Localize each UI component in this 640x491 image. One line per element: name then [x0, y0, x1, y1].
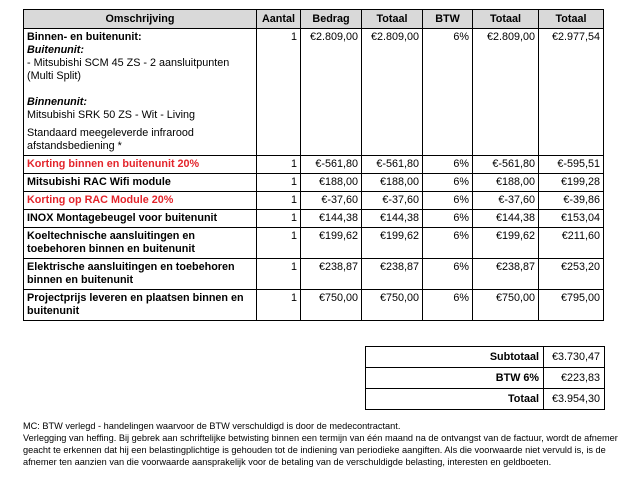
cell-aantal: 1 [257, 259, 301, 290]
header-aantal: Aantal [257, 10, 301, 29]
totals-label: BTW 6% [366, 368, 544, 389]
table-row-units [24, 29, 604, 156]
table-row [24, 156, 604, 174]
cell-totaal-incl: €199,28 [539, 174, 604, 192]
totals-row [366, 389, 605, 410]
cell-description: Projectprijs leveren en plaatsen binnen en buitenunit [24, 290, 257, 321]
cell-totaal: €-561,80 [362, 156, 423, 174]
cell-totaal-excl: €199,62 [473, 228, 539, 259]
cell-totaal-incl: €211,60 [539, 228, 604, 259]
cell-totaal-excl: €188,00 [473, 174, 539, 192]
cell-description: INOX Montagebeugel voor buitenunit [24, 210, 257, 228]
table-row [24, 192, 604, 210]
cell-totaal: €199,62 [362, 228, 423, 259]
cell-bedrag: €2.809,00 [301, 29, 362, 156]
cell-bedrag: €188,00 [301, 174, 362, 192]
cell-aantal: 1 [257, 156, 301, 174]
cell-totaal-incl: €153,04 [539, 210, 604, 228]
footer-line-1: MC: BTW verlegd - handelingen waarvoor de BTW verschuldigd is door de medecontractant. [23, 421, 401, 431]
footer-notes [23, 420, 618, 468]
cell-btw: 6% [423, 192, 473, 210]
table-row [24, 259, 604, 290]
cell-totaal-excl: €750,00 [473, 290, 539, 321]
cell-totaal-excl: €-561,80 [473, 156, 539, 174]
totals-row [366, 368, 605, 389]
indoor-heading: Binnenunit: [27, 96, 87, 108]
cell-bedrag: €199,62 [301, 228, 362, 259]
outdoor-heading: Buitenunit: [27, 44, 84, 56]
cell-aantal: 1 [257, 210, 301, 228]
footer-line-2: Verlegging van heffing. Bij gebrek aan schriftelijke betwisting binnen een termijn van één maand na de ontvangst van de factuur, wordt de afnemer geacht te erkennen dat hij een belastingplichtige is gehouden tot de indiening van periodieke aangiften. Als die voorwaarde niet vervuld is, is de afnemer ten aanzien van die voorwaarde aansprakelijk voor de betaling van de verschuldigde belasting, interesten en geldboeten. [23, 433, 618, 467]
note-line-1: Standaard meegeleverde infrarood [27, 127, 194, 139]
cell-totaal-incl: €253,20 [539, 259, 604, 290]
cell-totaal-incl: €795,00 [539, 290, 604, 321]
cell-totaal: €-37,60 [362, 192, 423, 210]
cell-description: Mitsubishi RAC Wifi module [24, 174, 257, 192]
header-omschrijving: Omschrijving [24, 10, 257, 29]
totals-table [365, 346, 605, 410]
header-totaal-incl: Totaal [539, 10, 604, 29]
cell-btw: 6% [423, 29, 473, 156]
outdoor-line-2: (Multi Split) [27, 70, 81, 82]
units-title: Binnen- en buitenunit: [27, 31, 142, 43]
cell-totaal-incl: €-595,51 [539, 156, 604, 174]
cell-bedrag: €144,38 [301, 210, 362, 228]
header-btw: BTW [423, 10, 473, 29]
cell-btw: 6% [423, 156, 473, 174]
table-row [24, 174, 604, 192]
header-bedrag: Bedrag [301, 10, 362, 29]
cell-description [24, 29, 257, 156]
cell-bedrag: €750,00 [301, 290, 362, 321]
totals-value: €223,83 [544, 368, 605, 389]
cell-totaal-incl: €-39,86 [539, 192, 604, 210]
cell-btw: 6% [423, 259, 473, 290]
cell-bedrag: €-561,80 [301, 156, 362, 174]
cell-btw: 6% [423, 290, 473, 321]
cell-bedrag: €-37,60 [301, 192, 362, 210]
cell-totaal: €188,00 [362, 174, 423, 192]
cell-description: Elektrische aansluitingen en toebehoren binnen en buitenunit [24, 259, 257, 290]
header-totaal: Totaal [362, 10, 423, 29]
totals-label: Subtotaal [366, 347, 544, 368]
indoor-line: Mitsubishi SRK 50 ZS - Wit - Living [27, 109, 195, 121]
cell-aantal: 1 [257, 174, 301, 192]
table-row [24, 210, 604, 228]
cell-totaal-excl: €-37,60 [473, 192, 539, 210]
cell-totaal: €750,00 [362, 290, 423, 321]
cell-totaal: €2.809,00 [362, 29, 423, 156]
cell-totaal: €144,38 [362, 210, 423, 228]
cell-aantal: 1 [257, 228, 301, 259]
invoice-table [23, 9, 604, 321]
cell-aantal: 1 [257, 29, 301, 156]
cell-totaal-excl: €144,38 [473, 210, 539, 228]
cell-totaal-excl: €238,87 [473, 259, 539, 290]
cell-btw: 6% [423, 210, 473, 228]
cell-totaal-excl: €2.809,00 [473, 29, 539, 156]
cell-aantal: 1 [257, 290, 301, 321]
cell-totaal-incl: €2.977,54 [539, 29, 604, 156]
totals-value: €3.730,47 [544, 347, 605, 368]
table-header-row [24, 10, 604, 29]
header-totaal-excl: Totaal [473, 10, 539, 29]
cell-bedrag: €238,87 [301, 259, 362, 290]
table-row [24, 290, 604, 321]
cell-description: Koeltechnische aansluitingen en toebehoren binnen en buitenunit [24, 228, 257, 259]
cell-description: Korting binnen en buitenunit 20% [24, 156, 257, 174]
totals-row [366, 347, 605, 368]
table-row [24, 228, 604, 259]
cell-aantal: 1 [257, 192, 301, 210]
note-line-2: afstandsbediening * [27, 140, 122, 152]
totals-label: Totaal [366, 389, 544, 410]
cell-description: Korting op RAC Module 20% [24, 192, 257, 210]
cell-totaal: €238,87 [362, 259, 423, 290]
cell-btw: 6% [423, 174, 473, 192]
cell-btw: 6% [423, 228, 473, 259]
outdoor-line-1: - Mitsubishi SCM 45 ZS - 2 aansluitpunten [27, 57, 230, 69]
totals-value: €3.954,30 [544, 389, 605, 410]
